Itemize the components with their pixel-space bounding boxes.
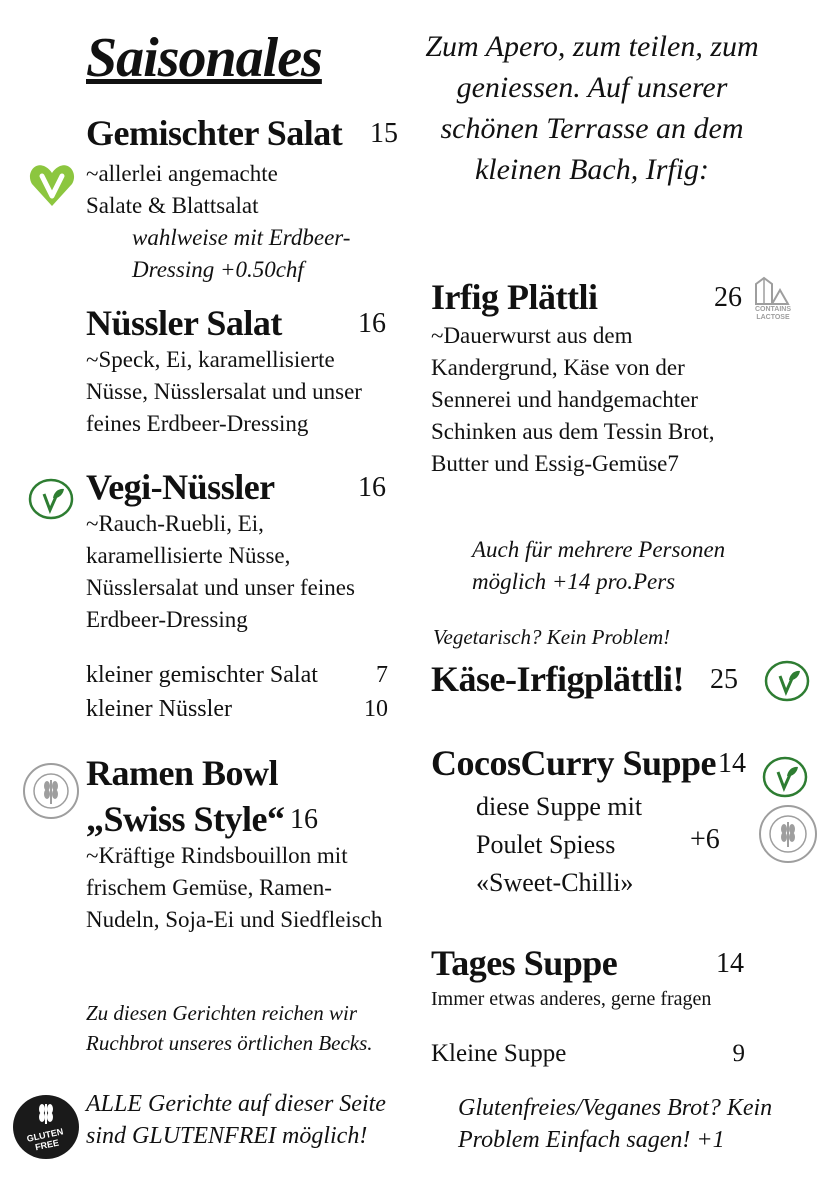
- price-vegi-nuessler: 16: [358, 472, 386, 503]
- dish-name-swiss-style: „Swiss Style“: [86, 799, 285, 839]
- vegetarian-note: Vegetarisch? Kein Problem!: [433, 625, 671, 649]
- price-nuessler-salat: 16: [358, 308, 386, 339]
- cocos-addon-text: diese Suppe mit Poulet Spiess «Sweet-Chilli»: [476, 792, 643, 897]
- dish-name-cocoscurry-suppe: CocosCurry Suppe: [431, 743, 717, 783]
- vegetarian-leaf-icon: [762, 756, 808, 798]
- gluten-free-note: ALLE Gerichte auf dieser Seite sind GLUTENFREI möglich!: [86, 1091, 386, 1149]
- price-irfig-plaettli: 26: [714, 282, 742, 313]
- dish-name-irfig-plaettli: Irfig Plättli: [431, 277, 598, 317]
- vegetarian-leaf-icon: [28, 478, 74, 520]
- kleine-suppe-row: [431, 1040, 745, 1068]
- plaettli-extra-note: Auch für mehrere Personen möglich +14 pro.Pers: [472, 537, 726, 594]
- dish-name-tages-suppe: Tages Suppe: [431, 943, 618, 983]
- contains-lactose-badge: [750, 276, 796, 322]
- contains-gluten-badge: [758, 804, 818, 864]
- kleine-suppe-price: 9: [732, 1040, 745, 1067]
- price-gemischter-salat: 15: [370, 118, 398, 149]
- dish-name-kaese-irfigplaettli: Käse-Irfigplättli!: [431, 659, 684, 699]
- option-gemischter-salat: wahlweise mit Erdbeer-Dressing +0.50chf: [132, 225, 351, 282]
- contains-lactose-text: CONTAINS LACTOSE: [754, 306, 792, 321]
- contains-gluten-badge: [22, 762, 80, 820]
- dish-name-nuessler-salat: Nüssler Salat: [86, 303, 282, 343]
- page-title: Saisonales: [86, 27, 322, 89]
- price-cocoscurry-suppe: 14: [718, 748, 746, 779]
- desc-vegi-nuessler: ~Rauch-Ruebli, Ei, karamellisierte Nüsse, Nüsslersalat und unser feines Erdbeer-Dressing: [86, 511, 355, 632]
- small-salad-name: kleiner Nüssler: [86, 696, 232, 722]
- dish-name-vegi-nuessler: Vegi-Nüssler: [86, 467, 275, 507]
- desc-ramen-bowl: ~Kräftige Rindsbouillon mit frischem Gemüse, Ramen-Nudeln, Soja-Ei und Siedfleisch: [86, 843, 383, 932]
- small-salad-name: kleiner gemischter Salat: [86, 662, 318, 688]
- bread-note: Zu diesen Gerichten reichen wir Ruchbrot unseres örtlichen Becks.: [86, 1001, 373, 1055]
- dish-name-ramen-bowl: Ramen Bowl: [86, 753, 278, 793]
- apero-intro: Zum Apero, zum teilen, zum geniessen. Auf unserer schönen Terrasse an dem kleinen Bach, Irfig:: [425, 30, 759, 186]
- kleine-suppe-name: Kleine Suppe: [431, 1040, 567, 1067]
- desc-tages-suppe: Immer etwas anderes, gerne fragen: [431, 988, 712, 1010]
- cocos-addon-price: +6: [690, 824, 720, 855]
- small-salad-price: 7: [376, 662, 388, 688]
- desc-gemischter-salat: ~allerlei angemachte Salate & Blattsalat: [86, 161, 278, 218]
- gluten-free-badge-text: GLUTEN FREE: [25, 1126, 65, 1153]
- small-salad-row: [86, 658, 388, 692]
- dish-name-gemischter-salat: Gemischter Salat: [86, 113, 343, 153]
- price-ramen-bowl: 16: [290, 804, 318, 835]
- price-kaese-irfigplaettli: 25: [710, 664, 738, 695]
- desc-irfig-plaettli: ~Dauerwurst aus dem Kandergrund, Käse von der Sennerei und handgemachter Schinken aus dem Tessin Brot, Butter und Essig-Gemüse7: [431, 323, 715, 476]
- gluten-free-badge: [12, 1094, 80, 1160]
- gluten-vegan-bread-note: Glutenfreies/Veganes Brot? Kein Problem Einfach sagen! +1: [458, 1095, 773, 1153]
- price-tages-suppe: 14: [716, 948, 744, 979]
- desc-nuessler-salat: ~Speck, Ei, karamellisierte Nüsse, Nüsslersalat und unser feines Erdbeer-Dressing: [86, 347, 362, 436]
- small-salads-list: [86, 658, 388, 726]
- small-salad-price: 10: [364, 696, 388, 722]
- vegetarian-leaf-icon: [764, 660, 810, 702]
- small-salad-row: [86, 692, 388, 726]
- vegan-heart-icon: [28, 162, 76, 208]
